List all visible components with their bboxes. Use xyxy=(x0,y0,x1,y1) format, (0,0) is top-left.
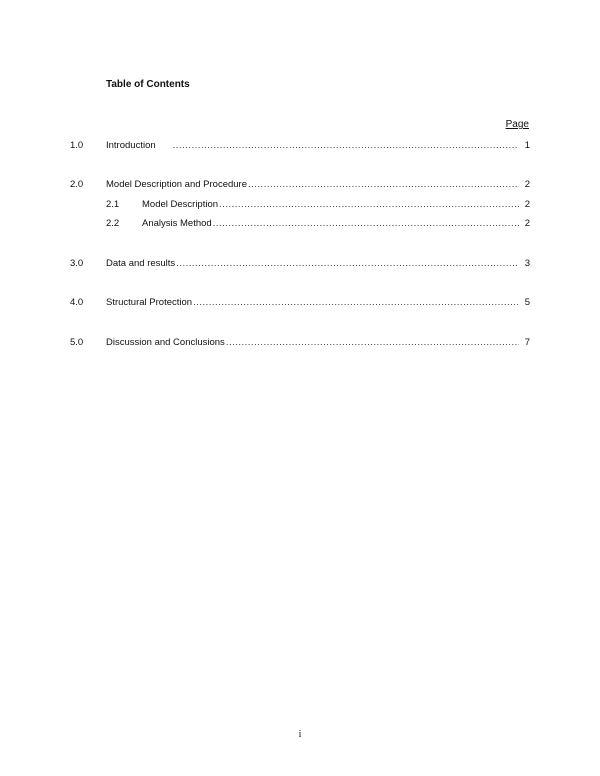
toc-entry-number: 1.0 xyxy=(70,140,84,151)
toc-dot-leader xyxy=(226,337,519,348)
toc-dot-leader xyxy=(213,218,519,229)
toc-entry-page: 1 xyxy=(524,140,530,151)
toc-entry-label: Introduction xyxy=(106,140,156,151)
toc-entry-model-description-procedure[interactable] xyxy=(70,179,530,193)
toc-entry-analysis-method[interactable] xyxy=(70,218,530,232)
toc-dot-leader xyxy=(193,297,519,308)
toc-dot-leader xyxy=(248,179,519,190)
toc-dot-leader xyxy=(173,140,519,151)
toc-dot-leader xyxy=(219,199,519,210)
toc-entry-page: 5 xyxy=(524,297,530,308)
toc-title: Table of Contents xyxy=(106,79,190,90)
toc-entry-number: 2.1 xyxy=(106,199,120,210)
toc-dot-leader xyxy=(176,258,519,269)
toc-entry-number: 3.0 xyxy=(70,258,84,269)
toc-entry-discussion-conclusions[interactable] xyxy=(70,337,530,351)
toc-entry-model-description[interactable] xyxy=(70,199,530,213)
toc-entry-data-and-results[interactable] xyxy=(70,258,530,272)
toc-entry-number: 2.2 xyxy=(106,218,120,229)
toc-entry-number: 5.0 xyxy=(70,337,84,348)
page-column-header: Page xyxy=(505,119,529,130)
toc-entry-introduction[interactable] xyxy=(70,140,530,154)
toc-entry-structural-protection[interactable] xyxy=(70,297,530,311)
toc-entry-label: Model Description xyxy=(142,199,219,210)
toc-entry-label: Analysis Method xyxy=(142,218,212,229)
toc-entry-page: 3 xyxy=(524,258,530,269)
toc-entry-number: 4.0 xyxy=(70,297,84,308)
toc-entry-page: 2 xyxy=(524,199,530,210)
toc-entry-label: Discussion and Conclusions xyxy=(106,337,225,348)
toc-entry-page: 7 xyxy=(524,337,530,348)
toc-entry-label: Data and results xyxy=(106,258,176,269)
toc-entry-page: 2 xyxy=(524,179,530,190)
toc-entry-label: Model Description and Procedure xyxy=(106,179,247,190)
toc-entry-label: Structural Protection xyxy=(106,297,193,308)
footer-page-number: i xyxy=(298,729,302,740)
toc-entry-number: 2.0 xyxy=(70,179,84,190)
toc-entry-page: 2 xyxy=(524,218,530,229)
